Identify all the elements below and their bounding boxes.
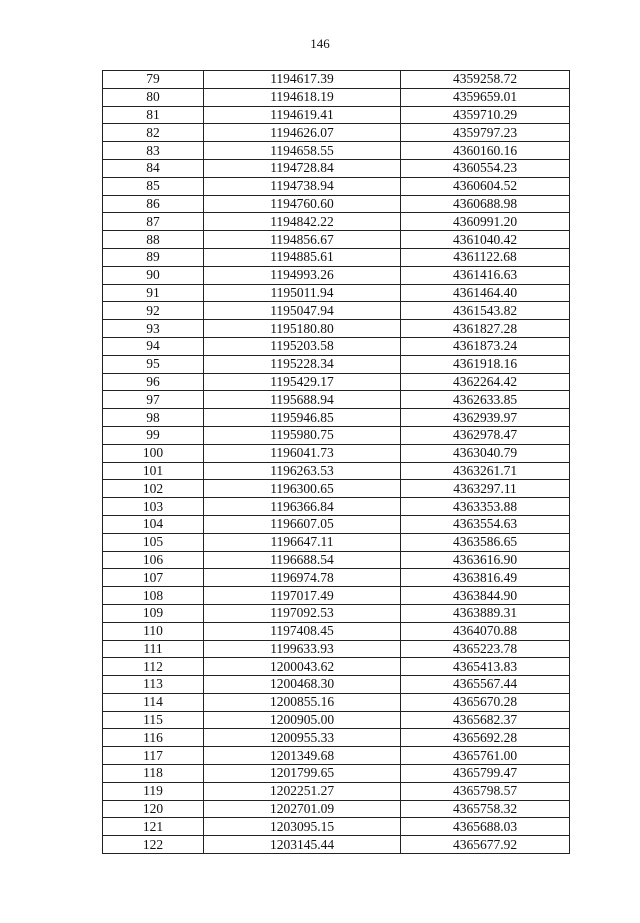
point-number-cell: 111	[103, 640, 204, 658]
table-row	[103, 836, 570, 854]
page-number: 146	[310, 36, 330, 51]
table-row	[103, 515, 570, 533]
point-number-cell: 103	[103, 498, 204, 516]
table-row	[103, 480, 570, 498]
x-coordinate-cell: 1200855.16	[204, 693, 401, 711]
table-row	[103, 587, 570, 605]
x-coordinate-cell: 1194856.67	[204, 231, 401, 249]
x-coordinate-cell: 1202251.27	[204, 782, 401, 800]
x-coordinate-cell: 1196607.05	[204, 515, 401, 533]
y-coordinate-cell: 4361122.68	[401, 248, 570, 266]
y-coordinate-cell: 4365567.44	[401, 676, 570, 694]
point-number-cell: 101	[103, 462, 204, 480]
table-row	[103, 747, 570, 765]
point-number-cell: 81	[103, 106, 204, 124]
x-coordinate-cell: 1195228.34	[204, 355, 401, 373]
point-number-cell: 106	[103, 551, 204, 569]
y-coordinate-cell: 4360991.20	[401, 213, 570, 231]
point-number-cell: 95	[103, 355, 204, 373]
y-coordinate-cell: 4361918.16	[401, 355, 570, 373]
point-number-cell: 98	[103, 409, 204, 427]
point-number-cell: 110	[103, 622, 204, 640]
y-coordinate-cell: 4363889.31	[401, 604, 570, 622]
table-row	[103, 142, 570, 160]
table-row	[103, 195, 570, 213]
table-row	[103, 284, 570, 302]
point-number-cell: 109	[103, 604, 204, 622]
y-coordinate-cell: 4362978.47	[401, 426, 570, 444]
x-coordinate-cell: 1203095.15	[204, 818, 401, 836]
x-coordinate-cell: 1194728.84	[204, 159, 401, 177]
table-row	[103, 622, 570, 640]
table-row	[103, 302, 570, 320]
y-coordinate-cell: 4365223.78	[401, 640, 570, 658]
y-coordinate-cell: 4363844.90	[401, 587, 570, 605]
x-coordinate-cell: 1197092.53	[204, 604, 401, 622]
x-coordinate-cell: 1200905.00	[204, 711, 401, 729]
table-row	[103, 409, 570, 427]
point-number-cell: 93	[103, 320, 204, 338]
table-row	[103, 124, 570, 142]
table-row	[103, 551, 570, 569]
point-number-cell: 104	[103, 515, 204, 533]
x-coordinate-cell: 1199633.93	[204, 640, 401, 658]
point-number-cell: 108	[103, 587, 204, 605]
point-number-cell: 89	[103, 248, 204, 266]
point-number-cell: 91	[103, 284, 204, 302]
x-coordinate-cell: 1200043.62	[204, 658, 401, 676]
table-row	[103, 782, 570, 800]
x-coordinate-cell: 1194626.07	[204, 124, 401, 142]
table-row	[103, 177, 570, 195]
point-number-cell: 94	[103, 337, 204, 355]
y-coordinate-cell: 4361416.63	[401, 266, 570, 284]
point-number-cell: 117	[103, 747, 204, 765]
point-number-cell: 82	[103, 124, 204, 142]
table-row	[103, 676, 570, 694]
point-number-cell: 120	[103, 800, 204, 818]
table-row	[103, 159, 570, 177]
x-coordinate-cell: 1195047.94	[204, 302, 401, 320]
x-coordinate-cell: 1200468.30	[204, 676, 401, 694]
y-coordinate-cell: 4359797.23	[401, 124, 570, 142]
table-row	[103, 533, 570, 551]
x-coordinate-cell: 1196263.53	[204, 462, 401, 480]
table-row	[103, 71, 570, 89]
x-coordinate-cell: 1196300.65	[204, 480, 401, 498]
x-coordinate-cell: 1201349.68	[204, 747, 401, 765]
point-number-cell: 122	[103, 836, 204, 854]
x-coordinate-cell: 1200955.33	[204, 729, 401, 747]
y-coordinate-cell: 4360554.23	[401, 159, 570, 177]
x-coordinate-cell: 1195180.80	[204, 320, 401, 338]
point-number-cell: 92	[103, 302, 204, 320]
table-row	[103, 658, 570, 676]
coordinates-table-body	[103, 71, 570, 854]
y-coordinate-cell: 4365758.32	[401, 800, 570, 818]
y-coordinate-cell: 4359258.72	[401, 71, 570, 89]
point-number-cell: 87	[103, 213, 204, 231]
y-coordinate-cell: 4365677.92	[401, 836, 570, 854]
point-number-cell: 84	[103, 159, 204, 177]
y-coordinate-cell: 4365688.03	[401, 818, 570, 836]
x-coordinate-cell: 1202701.09	[204, 800, 401, 818]
y-coordinate-cell: 4359659.01	[401, 88, 570, 106]
point-number-cell: 102	[103, 480, 204, 498]
table-row	[103, 729, 570, 747]
table-row	[103, 569, 570, 587]
point-number-cell: 112	[103, 658, 204, 676]
table-row	[103, 213, 570, 231]
point-number-cell: 83	[103, 142, 204, 160]
coordinates-table	[102, 70, 570, 854]
y-coordinate-cell: 4362939.97	[401, 409, 570, 427]
y-coordinate-cell: 4361827.28	[401, 320, 570, 338]
x-coordinate-cell: 1194760.60	[204, 195, 401, 213]
y-coordinate-cell: 4363816.49	[401, 569, 570, 587]
table-row	[103, 337, 570, 355]
y-coordinate-cell: 4361873.24	[401, 337, 570, 355]
table-row	[103, 765, 570, 783]
point-number-cell: 105	[103, 533, 204, 551]
y-coordinate-cell: 4363040.79	[401, 444, 570, 462]
table-row	[103, 711, 570, 729]
y-coordinate-cell: 4365692.28	[401, 729, 570, 747]
x-coordinate-cell: 1194658.55	[204, 142, 401, 160]
x-coordinate-cell: 1195011.94	[204, 284, 401, 302]
x-coordinate-cell: 1194617.39	[204, 71, 401, 89]
x-coordinate-cell: 1194885.61	[204, 248, 401, 266]
table-row	[103, 88, 570, 106]
x-coordinate-cell: 1197408.45	[204, 622, 401, 640]
x-coordinate-cell: 1194618.19	[204, 88, 401, 106]
y-coordinate-cell: 4363586.65	[401, 533, 570, 551]
x-coordinate-cell: 1195688.94	[204, 391, 401, 409]
table-row	[103, 391, 570, 409]
y-coordinate-cell: 4363353.88	[401, 498, 570, 516]
point-number-cell: 96	[103, 373, 204, 391]
y-coordinate-cell: 4365761.00	[401, 747, 570, 765]
y-coordinate-cell: 4364070.88	[401, 622, 570, 640]
point-number-cell: 107	[103, 569, 204, 587]
y-coordinate-cell: 4362633.85	[401, 391, 570, 409]
x-coordinate-cell: 1196647.11	[204, 533, 401, 551]
y-coordinate-cell: 4360604.52	[401, 177, 570, 195]
x-coordinate-cell: 1195429.17	[204, 373, 401, 391]
y-coordinate-cell: 4359710.29	[401, 106, 570, 124]
table-row	[103, 355, 570, 373]
x-coordinate-cell: 1196688.54	[204, 551, 401, 569]
point-number-cell: 79	[103, 71, 204, 89]
y-coordinate-cell: 4365799.47	[401, 765, 570, 783]
x-coordinate-cell: 1203145.44	[204, 836, 401, 854]
table-row	[103, 818, 570, 836]
y-coordinate-cell: 4360160.16	[401, 142, 570, 160]
table-row	[103, 266, 570, 284]
x-coordinate-cell: 1201799.65	[204, 765, 401, 783]
point-number-cell: 85	[103, 177, 204, 195]
x-coordinate-cell: 1194738.94	[204, 177, 401, 195]
y-coordinate-cell: 4363554.63	[401, 515, 570, 533]
point-number-cell: 118	[103, 765, 204, 783]
x-coordinate-cell: 1196041.73	[204, 444, 401, 462]
point-number-cell: 115	[103, 711, 204, 729]
table-row	[103, 426, 570, 444]
x-coordinate-cell: 1197017.49	[204, 587, 401, 605]
point-number-cell: 80	[103, 88, 204, 106]
table-row	[103, 462, 570, 480]
point-number-cell: 121	[103, 818, 204, 836]
y-coordinate-cell: 4365798.57	[401, 782, 570, 800]
x-coordinate-cell: 1194619.41	[204, 106, 401, 124]
y-coordinate-cell: 4365682.37	[401, 711, 570, 729]
y-coordinate-cell: 4361040.42	[401, 231, 570, 249]
x-coordinate-cell: 1196366.84	[204, 498, 401, 516]
x-coordinate-cell: 1194842.22	[204, 213, 401, 231]
x-coordinate-cell: 1195203.58	[204, 337, 401, 355]
table-row	[103, 498, 570, 516]
y-coordinate-cell: 4365670.28	[401, 693, 570, 711]
x-coordinate-cell: 1195980.75	[204, 426, 401, 444]
y-coordinate-cell: 4363261.71	[401, 462, 570, 480]
y-coordinate-cell: 4365413.83	[401, 658, 570, 676]
y-coordinate-cell: 4361543.82	[401, 302, 570, 320]
point-number-cell: 113	[103, 676, 204, 694]
y-coordinate-cell: 4360688.98	[401, 195, 570, 213]
point-number-cell: 90	[103, 266, 204, 284]
table-row	[103, 373, 570, 391]
y-coordinate-cell: 4362264.42	[401, 373, 570, 391]
y-coordinate-cell: 4363297.11	[401, 480, 570, 498]
table-row	[103, 693, 570, 711]
table-row	[103, 640, 570, 658]
point-number-cell: 86	[103, 195, 204, 213]
x-coordinate-cell: 1195946.85	[204, 409, 401, 427]
table-row	[103, 444, 570, 462]
table-row	[103, 106, 570, 124]
table-row	[103, 604, 570, 622]
point-number-cell: 99	[103, 426, 204, 444]
point-number-cell: 114	[103, 693, 204, 711]
point-number-cell: 97	[103, 391, 204, 409]
x-coordinate-cell: 1196974.78	[204, 569, 401, 587]
table-row	[103, 231, 570, 249]
point-number-cell: 88	[103, 231, 204, 249]
point-number-cell: 119	[103, 782, 204, 800]
x-coordinate-cell: 1194993.26	[204, 266, 401, 284]
point-number-cell: 100	[103, 444, 204, 462]
table-row	[103, 800, 570, 818]
point-number-cell: 116	[103, 729, 204, 747]
table-row	[103, 320, 570, 338]
y-coordinate-cell: 4363616.90	[401, 551, 570, 569]
table-row	[103, 248, 570, 266]
y-coordinate-cell: 4361464.40	[401, 284, 570, 302]
